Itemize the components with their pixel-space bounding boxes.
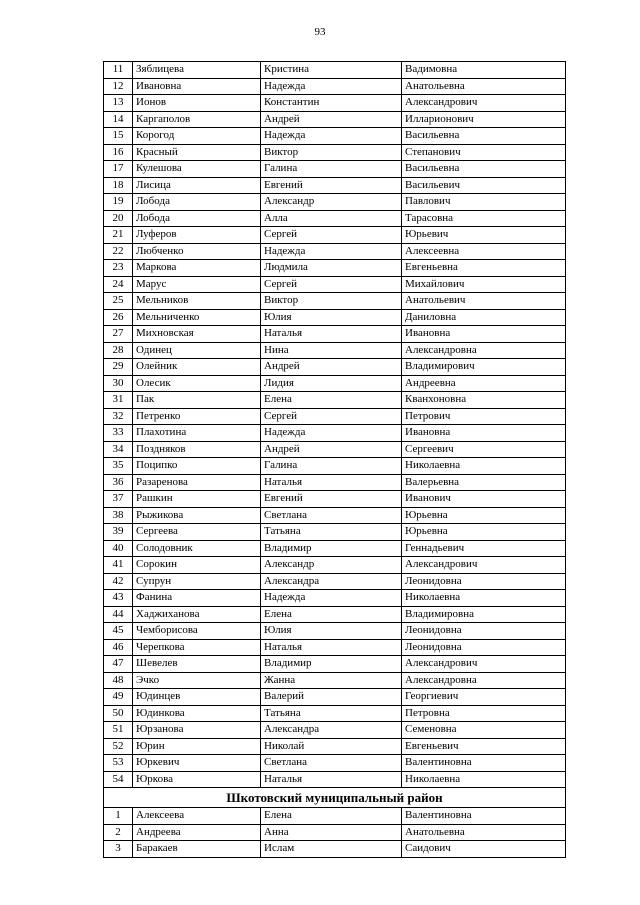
table-row	[104, 342, 566, 359]
row-number: 52	[104, 738, 133, 755]
table-row	[104, 375, 566, 392]
table-row	[104, 309, 566, 326]
last-name: Хаджиханова	[133, 606, 261, 623]
row-number: 48	[104, 672, 133, 689]
table-row	[104, 458, 566, 475]
table-row	[104, 194, 566, 211]
table-row	[104, 161, 566, 178]
first-name: Сергей	[261, 408, 402, 425]
table-row	[104, 95, 566, 112]
last-name: Маркова	[133, 260, 261, 277]
row-number: 12	[104, 78, 133, 95]
table-row	[104, 425, 566, 442]
table-row	[104, 408, 566, 425]
last-name: Олесик	[133, 375, 261, 392]
first-name: Елена	[261, 606, 402, 623]
last-name: Михновская	[133, 326, 261, 343]
table-row	[104, 573, 566, 590]
patronymic: Даниловна	[402, 309, 566, 326]
patronymic: Александровна	[402, 342, 566, 359]
table-row	[104, 326, 566, 343]
page-number: 93	[314, 26, 326, 38]
patronymic: Михайлович	[402, 276, 566, 293]
last-name: Сергеева	[133, 524, 261, 541]
row-number: 16	[104, 144, 133, 161]
table-row	[104, 359, 566, 376]
row-number: 20	[104, 210, 133, 227]
patronymic: Георгиевич	[402, 689, 566, 706]
first-name: Евгений	[261, 177, 402, 194]
last-name: Разаренова	[133, 474, 261, 491]
first-name: Надежда	[261, 243, 402, 260]
table-row	[104, 755, 566, 772]
last-name: Супрун	[133, 573, 261, 590]
first-name: Светлана	[261, 507, 402, 524]
first-name: Владимир	[261, 540, 402, 557]
row-number: 47	[104, 656, 133, 673]
patronymic: Леонидовна	[402, 623, 566, 640]
patronymic: Анатольевна	[402, 824, 566, 841]
last-name: Ионов	[133, 95, 261, 112]
patronymic: Ивановна	[402, 425, 566, 442]
table-row	[104, 144, 566, 161]
row-number: 17	[104, 161, 133, 178]
last-name: Петренко	[133, 408, 261, 425]
row-number: 50	[104, 705, 133, 722]
row-number: 51	[104, 722, 133, 739]
patronymic: Юрьевич	[402, 227, 566, 244]
last-name: Юдинкова	[133, 705, 261, 722]
first-name: Андрей	[261, 441, 402, 458]
table-row	[104, 293, 566, 310]
first-name: Юлия	[261, 623, 402, 640]
roster-part-2	[104, 808, 566, 858]
last-name: Поздняков	[133, 441, 261, 458]
last-name: Алексеева	[133, 808, 261, 825]
patronymic: Сергеевич	[402, 441, 566, 458]
first-name: Ислам	[261, 841, 402, 858]
table-row	[104, 738, 566, 755]
first-name: Надежда	[261, 128, 402, 145]
first-name: Светлана	[261, 755, 402, 772]
first-name: Виктор	[261, 144, 402, 161]
last-name: Лисица	[133, 177, 261, 194]
row-number: 25	[104, 293, 133, 310]
table-row	[104, 705, 566, 722]
patronymic: Саидович	[402, 841, 566, 858]
section-heading: Шкотовский муниципальный район	[104, 788, 566, 808]
patronymic: Владимировна	[402, 606, 566, 623]
first-name: Евгений	[261, 491, 402, 508]
first-name: Кристина	[261, 62, 402, 79]
table-row	[104, 62, 566, 79]
last-name: Сорокин	[133, 557, 261, 574]
table-row	[104, 177, 566, 194]
patronymic: Юрьевна	[402, 507, 566, 524]
table-row	[104, 441, 566, 458]
last-name: Олейник	[133, 359, 261, 376]
row-number: 15	[104, 128, 133, 145]
table-row	[104, 276, 566, 293]
first-name: Сергей	[261, 227, 402, 244]
first-name: Жанна	[261, 672, 402, 689]
patronymic: Леонидовна	[402, 639, 566, 656]
last-name: Юдинцев	[133, 689, 261, 706]
last-name: Юркевич	[133, 755, 261, 772]
last-name: Баракаев	[133, 841, 261, 858]
patronymic: Геннадьевич	[402, 540, 566, 557]
table-row	[104, 243, 566, 260]
table-row	[104, 392, 566, 409]
last-name: Марус	[133, 276, 261, 293]
first-name: Нина	[261, 342, 402, 359]
last-name: Юркова	[133, 771, 261, 788]
row-number: 2	[104, 824, 133, 841]
first-name: Наталья	[261, 639, 402, 656]
row-number: 27	[104, 326, 133, 343]
first-name: Николай	[261, 738, 402, 755]
patronymic: Анатольевна	[402, 78, 566, 95]
row-number: 37	[104, 491, 133, 508]
first-name: Александра	[261, 722, 402, 739]
last-name: Фанина	[133, 590, 261, 607]
table-row	[104, 557, 566, 574]
table-row	[104, 227, 566, 244]
patronymic: Иванович	[402, 491, 566, 508]
patronymic: Васильевна	[402, 161, 566, 178]
last-name: Луферов	[133, 227, 261, 244]
patronymic: Вадимовна	[402, 62, 566, 79]
last-name: Солодовник	[133, 540, 261, 557]
first-name: Андрей	[261, 111, 402, 128]
row-number: 33	[104, 425, 133, 442]
table-row	[104, 540, 566, 557]
first-name: Александр	[261, 194, 402, 211]
row-number: 22	[104, 243, 133, 260]
table-row	[104, 841, 566, 858]
row-number: 43	[104, 590, 133, 607]
patronymic: Петрович	[402, 408, 566, 425]
last-name: Каргаполов	[133, 111, 261, 128]
last-name: Поципко	[133, 458, 261, 475]
patronymic: Николаевна	[402, 458, 566, 475]
patronymic: Николаевна	[402, 590, 566, 607]
table-row	[104, 623, 566, 640]
table-row	[104, 590, 566, 607]
row-number: 35	[104, 458, 133, 475]
first-name: Надежда	[261, 78, 402, 95]
patronymic: Анатольевич	[402, 293, 566, 310]
patronymic: Евгеньевна	[402, 260, 566, 277]
first-name: Елена	[261, 392, 402, 409]
section-heading-row	[104, 788, 566, 808]
row-number: 46	[104, 639, 133, 656]
patronymic: Николаевна	[402, 771, 566, 788]
patronymic: Владимирович	[402, 359, 566, 376]
last-name: Чемборисова	[133, 623, 261, 640]
first-name: Людмила	[261, 260, 402, 277]
last-name: Плахотина	[133, 425, 261, 442]
row-number: 13	[104, 95, 133, 112]
roster-table	[103, 61, 566, 858]
row-number: 38	[104, 507, 133, 524]
row-number: 44	[104, 606, 133, 623]
first-name: Александр	[261, 557, 402, 574]
last-name: Юрзанова	[133, 722, 261, 739]
first-name: Наталья	[261, 771, 402, 788]
row-number: 45	[104, 623, 133, 640]
row-number: 23	[104, 260, 133, 277]
row-number: 21	[104, 227, 133, 244]
row-number: 28	[104, 342, 133, 359]
last-name: Рашкин	[133, 491, 261, 508]
patronymic: Тарасовна	[402, 210, 566, 227]
first-name: Виктор	[261, 293, 402, 310]
first-name: Юлия	[261, 309, 402, 326]
row-number: 29	[104, 359, 133, 376]
last-name: Рыжикова	[133, 507, 261, 524]
patronymic: Павлович	[402, 194, 566, 211]
row-number: 40	[104, 540, 133, 557]
patronymic: Ивановна	[402, 326, 566, 343]
row-number: 41	[104, 557, 133, 574]
row-number: 39	[104, 524, 133, 541]
patronymic: Леонидовна	[402, 573, 566, 590]
patronymic: Александрович	[402, 656, 566, 673]
patronymic: Петровна	[402, 705, 566, 722]
table-row	[104, 111, 566, 128]
first-name: Елена	[261, 808, 402, 825]
patronymic: Семеновна	[402, 722, 566, 739]
roster-part-1	[104, 62, 566, 788]
row-number: 1	[104, 808, 133, 825]
patronymic: Андреевна	[402, 375, 566, 392]
first-name: Наталья	[261, 326, 402, 343]
first-name: Лидия	[261, 375, 402, 392]
first-name: Надежда	[261, 590, 402, 607]
row-number: 26	[104, 309, 133, 326]
row-number: 31	[104, 392, 133, 409]
first-name: Валерий	[261, 689, 402, 706]
last-name: Лобода	[133, 210, 261, 227]
table-row	[104, 78, 566, 95]
patronymic: Валентиновна	[402, 808, 566, 825]
last-name: Черепкова	[133, 639, 261, 656]
row-number: 34	[104, 441, 133, 458]
last-name: Любченко	[133, 243, 261, 260]
table-row	[104, 808, 566, 825]
row-number: 42	[104, 573, 133, 590]
row-number: 24	[104, 276, 133, 293]
table-row	[104, 672, 566, 689]
last-name: Зяблицева	[133, 62, 261, 79]
row-number: 32	[104, 408, 133, 425]
table-row	[104, 491, 566, 508]
table-row	[104, 507, 566, 524]
patronymic: Евгеньевич	[402, 738, 566, 755]
row-number: 11	[104, 62, 133, 79]
patronymic: Александрович	[402, 557, 566, 574]
table-row	[104, 128, 566, 145]
last-name: Шевелев	[133, 656, 261, 673]
last-name: Кулешова	[133, 161, 261, 178]
patronymic: Кванхоновна	[402, 392, 566, 409]
last-name: Андреева	[133, 824, 261, 841]
first-name: Татьяна	[261, 524, 402, 541]
row-number: 49	[104, 689, 133, 706]
table-row	[104, 606, 566, 623]
row-number: 54	[104, 771, 133, 788]
patronymic: Васильевна	[402, 128, 566, 145]
row-number: 3	[104, 841, 133, 858]
row-number: 30	[104, 375, 133, 392]
table-row	[104, 524, 566, 541]
table-row	[104, 656, 566, 673]
first-name: Галина	[261, 161, 402, 178]
row-number: 18	[104, 177, 133, 194]
patronymic: Степанович	[402, 144, 566, 161]
first-name: Сергей	[261, 276, 402, 293]
first-name: Александра	[261, 573, 402, 590]
last-name: Лобода	[133, 194, 261, 211]
table-row	[104, 722, 566, 739]
table-row	[104, 474, 566, 491]
table-row	[104, 260, 566, 277]
table-row	[104, 824, 566, 841]
patronymic: Валерьевна	[402, 474, 566, 491]
last-name: Мельников	[133, 293, 261, 310]
last-name: Мельниченко	[133, 309, 261, 326]
row-number: 53	[104, 755, 133, 772]
last-name: Корогод	[133, 128, 261, 145]
patronymic: Илларионович	[402, 111, 566, 128]
first-name: Алла	[261, 210, 402, 227]
table-row	[104, 771, 566, 788]
first-name: Наталья	[261, 474, 402, 491]
first-name: Владимир	[261, 656, 402, 673]
patronymic: Васильевич	[402, 177, 566, 194]
patronymic: Валентиновна	[402, 755, 566, 772]
table-row	[104, 210, 566, 227]
table-row	[104, 689, 566, 706]
first-name: Андрей	[261, 359, 402, 376]
first-name: Галина	[261, 458, 402, 475]
table-row	[104, 639, 566, 656]
patronymic: Александрович	[402, 95, 566, 112]
last-name: Красный	[133, 144, 261, 161]
first-name: Константин	[261, 95, 402, 112]
row-number: 19	[104, 194, 133, 211]
patronymic: Юрьевна	[402, 524, 566, 541]
row-number: 14	[104, 111, 133, 128]
last-name: Ивановна	[133, 78, 261, 95]
last-name: Эчко	[133, 672, 261, 689]
last-name: Пак	[133, 392, 261, 409]
row-number: 36	[104, 474, 133, 491]
patronymic: Александровна	[402, 672, 566, 689]
last-name: Юрин	[133, 738, 261, 755]
first-name: Татьяна	[261, 705, 402, 722]
first-name: Надежда	[261, 425, 402, 442]
patronymic: Алексеевна	[402, 243, 566, 260]
first-name: Анна	[261, 824, 402, 841]
last-name: Одинец	[133, 342, 261, 359]
